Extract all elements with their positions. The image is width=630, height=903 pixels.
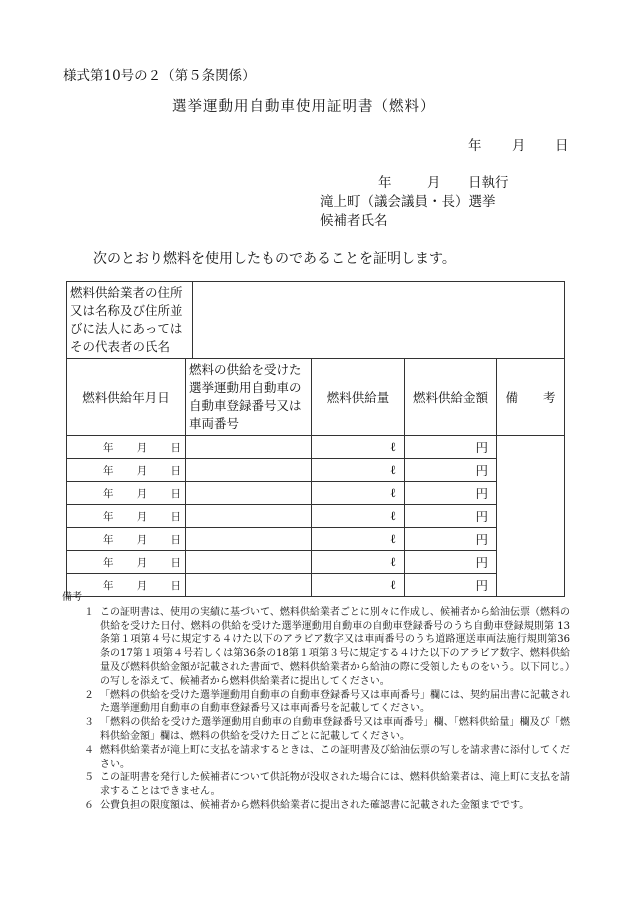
quantity-header: 燃料供給量 (326, 390, 390, 405)
date-header: 燃料供給年月日 (82, 390, 170, 405)
vehicle-number-cell[interactable] (186, 505, 312, 528)
yen-unit: 円 (475, 532, 488, 547)
year-label: 年 (103, 533, 114, 546)
note-item (62, 606, 570, 689)
date-header-cell (67, 359, 186, 436)
remarks-header-cell (497, 359, 565, 436)
note-number: ６ (84, 799, 94, 811)
election-date-month: 月 (427, 175, 441, 191)
remarks-header: 備 考 (505, 390, 556, 405)
quantity-header-cell (312, 359, 405, 436)
column-header-row (67, 359, 565, 436)
liter-unit: ℓ (390, 577, 396, 592)
liter-unit: ℓ (390, 439, 396, 454)
year-label: 年 (103, 510, 114, 523)
table-row (67, 482, 565, 505)
day-label: 日 (170, 441, 181, 454)
quantity-cell[interactable] (312, 551, 405, 574)
vehicle-header: 燃料の供給を受けた選挙運動用自動車の自動車登録番号又は車両番号 (189, 362, 302, 431)
year-label: 年 (103, 441, 114, 454)
supply-date-cell[interactable] (67, 459, 186, 482)
note-number: ４ (84, 744, 94, 756)
month-label: 月 (136, 556, 148, 569)
quantity-cell[interactable] (312, 482, 405, 505)
amount-cell[interactable] (405, 459, 497, 482)
issue-date-year: 年 (468, 138, 482, 154)
liter-unit: ℓ (390, 554, 396, 569)
note-number: ５ (84, 772, 94, 784)
table-row (67, 436, 565, 459)
yen-unit: 円 (475, 440, 488, 455)
day-label: 日 (170, 510, 181, 523)
note-item (62, 799, 570, 813)
day-label: 日 (170, 487, 181, 500)
year-label: 年 (103, 556, 114, 569)
vehicle-number-cell[interactable] (186, 436, 312, 459)
amount-cell[interactable] (405, 436, 497, 459)
note-text: この証明書を発行した候補者について供託物が没収された場合には、燃料供給業者は、滝上町に支払を請求することはできません。 (100, 772, 570, 798)
day-label: 日 (170, 579, 181, 592)
note-item (62, 744, 570, 772)
remarks-cell[interactable] (497, 436, 565, 597)
quantity-cell[interactable] (312, 505, 405, 528)
election-name: 滝上町（議会議員・長）選挙 (320, 194, 496, 210)
quantity-cell[interactable] (312, 528, 405, 551)
yen-unit: 円 (475, 578, 488, 593)
liter-unit: ℓ (390, 485, 396, 500)
amount-cell[interactable] (405, 551, 497, 574)
notes-heading: 備考 (62, 592, 82, 603)
month-label: 月 (136, 487, 148, 500)
issue-date-day: 日 (555, 138, 569, 154)
month-label: 月 (136, 464, 148, 477)
month-label: 月 (136, 533, 148, 546)
day-label: 日 (170, 556, 181, 569)
table-row (67, 505, 565, 528)
year-label: 年 (103, 464, 114, 477)
liter-unit: ℓ (390, 508, 396, 523)
note-item (62, 716, 570, 744)
amount-cell[interactable] (405, 528, 497, 551)
liter-unit: ℓ (390, 531, 396, 546)
day-label: 日 (170, 533, 181, 546)
year-label: 年 (103, 579, 114, 592)
liter-unit: ℓ (390, 462, 396, 477)
supply-date-cell[interactable] (67, 436, 186, 459)
document-title: 選挙運動用自動車使用証明書（燃料） (172, 99, 436, 115)
yen-unit: 円 (475, 486, 488, 501)
note-text: 「燃料の供給を受けた選挙運動用自動車の自動車登録番号又は車両番号」欄、「燃料供給量」欄及び「燃料供給金額」欄は、燃料の供給を受けた日ごとに記載してください。 (100, 717, 570, 742)
yen-unit: 円 (475, 463, 488, 478)
note-text: 公費負担の限度額は、候補者から燃料供給業者に提出された確認書に記載された金額までです。 (100, 799, 530, 811)
note-text: 燃料供給業者が滝上町に支払を請求するときは、この証明書及び給油伝票の写しを請求書に添付してください。 (100, 744, 570, 770)
note-number: ３ (84, 717, 94, 729)
amount-cell[interactable] (405, 482, 497, 505)
candidate-name-label: 候補者氏名 (320, 213, 388, 229)
quantity-cell[interactable] (312, 459, 405, 482)
supplier-label: 燃料供給業者の住所又は名称及び住所並びに法人にあってはその代表者の氏名 (70, 285, 183, 354)
yen-unit: 円 (475, 509, 488, 524)
quantity-cell[interactable] (312, 436, 405, 459)
amount-header: 燃料供給金額 (412, 390, 488, 405)
supplier-label-cell (67, 282, 193, 359)
vehicle-number-cell[interactable] (186, 528, 312, 551)
issue-date-month: 月 (512, 138, 526, 154)
month-label: 月 (136, 579, 148, 592)
table-row (67, 459, 565, 482)
table-row (67, 528, 565, 551)
amount-header-cell (405, 359, 497, 436)
month-label: 月 (136, 510, 148, 523)
amount-cell[interactable] (405, 505, 497, 528)
note-item (62, 689, 570, 717)
yen-unit: 円 (475, 555, 488, 570)
election-date-day: 日執行 (468, 175, 509, 191)
supply-date-cell[interactable] (67, 505, 186, 528)
form-number: 様式第10号の２（第５条関係） (63, 68, 256, 84)
vehicle-number-cell[interactable] (186, 551, 312, 574)
note-number: １ (84, 606, 94, 618)
supplier-row (67, 282, 565, 359)
election-date-year: 年 (378, 175, 392, 191)
notes-section (62, 591, 570, 813)
supplier-input-cell[interactable] (193, 282, 565, 359)
fuel-usage-table (66, 281, 565, 597)
supply-date-cell[interactable] (67, 528, 186, 551)
day-label: 日 (170, 464, 181, 477)
note-text: この証明書は、使用の実績に基づいて、燃料供給業者ごとに別々に作成し、候補者から給油伝票（燃料の供給を受けた日付、燃料の供給を受けた選挙運動用自動車の自動車登録番号のうち自動車登録規則第 13 条第１項第４号に規定する４けた以下のアラビア数字又は車両番号のうち道路運送車両法施行規則第36条の17第１項第４号若しくは第36条の18第１項第３号に規定する４けた以下のアラビア数字、燃料供給量及び燃料供給金額が記載された書面で、燃料供給業者から給油の際に受領したものをいう。以下同じ。）の写しを添えて、候補者から燃料供給業者に提出してください。 (100, 606, 570, 687)
vehicle-number-cell[interactable] (186, 459, 312, 482)
supply-date-cell[interactable] (67, 551, 186, 574)
note-text: 「燃料の供給を受けた選挙運動用自動車の自動車登録番号又は車両番号」欄には、契約届出書に記載された選挙運動用自動車の自動車登録番号又は車両番号を記載してください。 (100, 689, 570, 715)
note-item (62, 771, 570, 799)
table-row (67, 551, 565, 574)
year-label: 年 (103, 487, 114, 500)
note-number: ２ (84, 689, 94, 701)
month-label: 月 (136, 441, 148, 454)
vehicle-header-cell (186, 359, 312, 436)
certification-statement: 次のとおり燃料を使用したものであることを証明します。 (93, 251, 456, 267)
vehicle-number-cell[interactable] (186, 482, 312, 505)
supply-date-cell[interactable] (67, 482, 186, 505)
